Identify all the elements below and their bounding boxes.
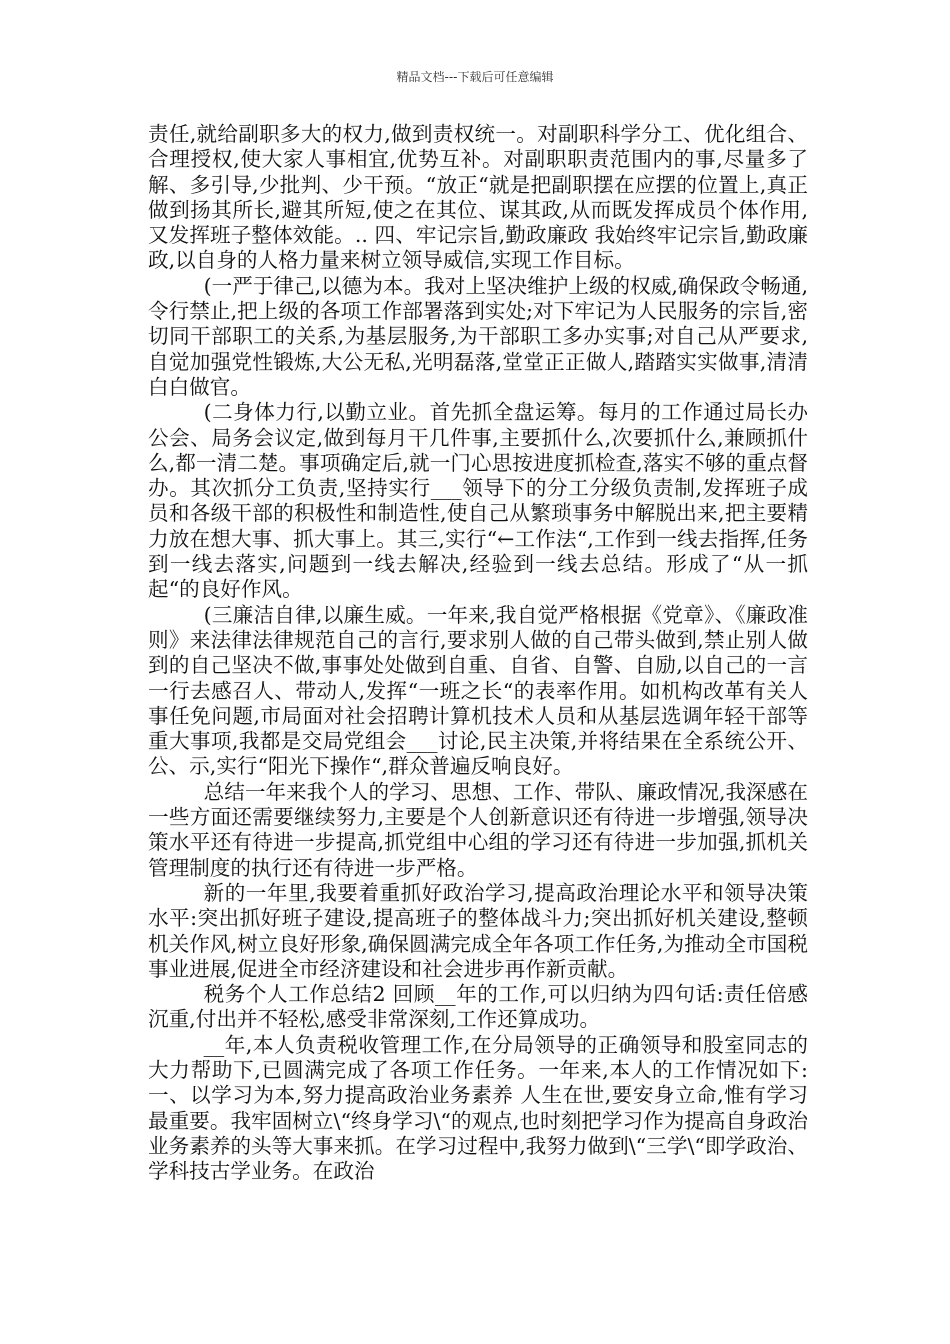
paragraph: 责任,就给副职多大的权力,做到责权统一。对副职科学分工、优化组合、合理授权,使大家人事相宜,优势互补。对副职职责范围内的事,尽量多了解、多引导,少批判、少干预。“放正“就是把副职摆在应摆的位置上,真正做到扬其所长,避其所短,使之在其位、谋其政,从而既发挥成员个体作用,又发挥班子整体效能。.. 四、牢记宗旨,勤政廉政 我始终牢记宗旨,勤政廉政,以自身的人格力量来树立领导威信,实现工作目标。 bbox=[148, 122, 808, 273]
paragraph: 新的一年里,我要着重抓好政治学习,提高政治理论水平和领导决策水平:突出抓好班子建设,提高班子的整体战斗力;突出抓好机关建设,整顿机关作风,树立良好形象,确保圆满完成全年各项工作任务,为推动全市国税事业进展,促进全市经济建设和社会进步再作新贡献。 bbox=[148, 880, 808, 981]
document-body bbox=[148, 122, 808, 1184]
page-header: 精品文档---下载后可任意编辑 bbox=[396, 70, 554, 84]
paragraph: (二身体力行,以勤立业。首先抓全盘运筹。每月的工作通过局长办公会、局务会议定,做到每月干几件事,主要抓什么,次要抓什么,兼顾抓什么,都一清二楚。事项确定后,就一门心思按进度抓检查,落实不够的重点督办。其次抓分工负责,坚持实行___领导下的分工分级负责制,发挥班子成员和各级干部的积极性和制造性,使自己从繁琐事务中解脱出来,把主要精力放在想大事、抓大事上。其三,实行“←工作法“,工作到一线去指挥,任务到一线去落实,问题到一线去解决,经验到一线去总结。形成了“从一抓起“的良好作风。 bbox=[148, 400, 808, 602]
paragraph: __年,本人负责税收管理工作,在分局领导的正确领导和股室同志的大力帮助下,已圆满完成了各项工作任务。一年来,本人的工作情况如下: 一、以学习为本,努力提高政治业务素养 人生在世,要安身立命,惟有学习最重要。我牢固树立\“终身学习\“的观点,也时刻把学习作为提高自身政治业务素养的头等大事来抓。在学习过程中,我努力做到\“三学\“即学政治、学科技古学业务。在政治 bbox=[148, 1032, 808, 1184]
paragraph: 总结一年来我个人的学习、思想、工作、带队、廉政情况,我深感在一些方面还需要继续努力,主要是个人创新意识还有待进一步增强,领导决策水平还有待进一步提高,抓党组中心组的学习还有待进一步加强,抓机关管理制度的执行还有待进一步严格。 bbox=[148, 779, 808, 880]
paragraph: 税务个人工作总结2 回顾__年的工作,可以归纳为四句话:责任倍感沉重,付出并不轻松,感受非常深刻,工作还算成功。 bbox=[148, 982, 808, 1032]
paragraph: (一严于律己,以德为本。我对上坚决维护上级的权威,确保政令畅通,令行禁止,把上级的各项工作部署落到实处;对下牢记为人民服务的宗旨,密切同干部职工的关系,为基层服务,为干部职工多办实事;对自己从严要求,自觉加强党性锻炼,大公无私,光明磊落,堂堂正正做人,踏踏实实做事,清清白白做官。 bbox=[148, 273, 808, 399]
paragraph: (三廉洁自律,以廉生威。一年来,我自觉严格根据《党章》、《廉政准则》来法律法律规范自己的言行,要求别人做的自己带头做到,禁止别人做到的自己坚决不做,事事处处做到自重、自省、自警、自励,以自己的一言一行去感召人、带动人,发挥“一班之长“的表率作用。如机构改革有关人事任免问题,市局面对社会招聘计算机技术人员和从基层选调年轻干部等重大事项,我都是交局党组会___讨论,民主决策,并将结果在全系统公开、公、示,实行“阳光下操作“,群众普遍反响良好。 bbox=[148, 602, 808, 779]
